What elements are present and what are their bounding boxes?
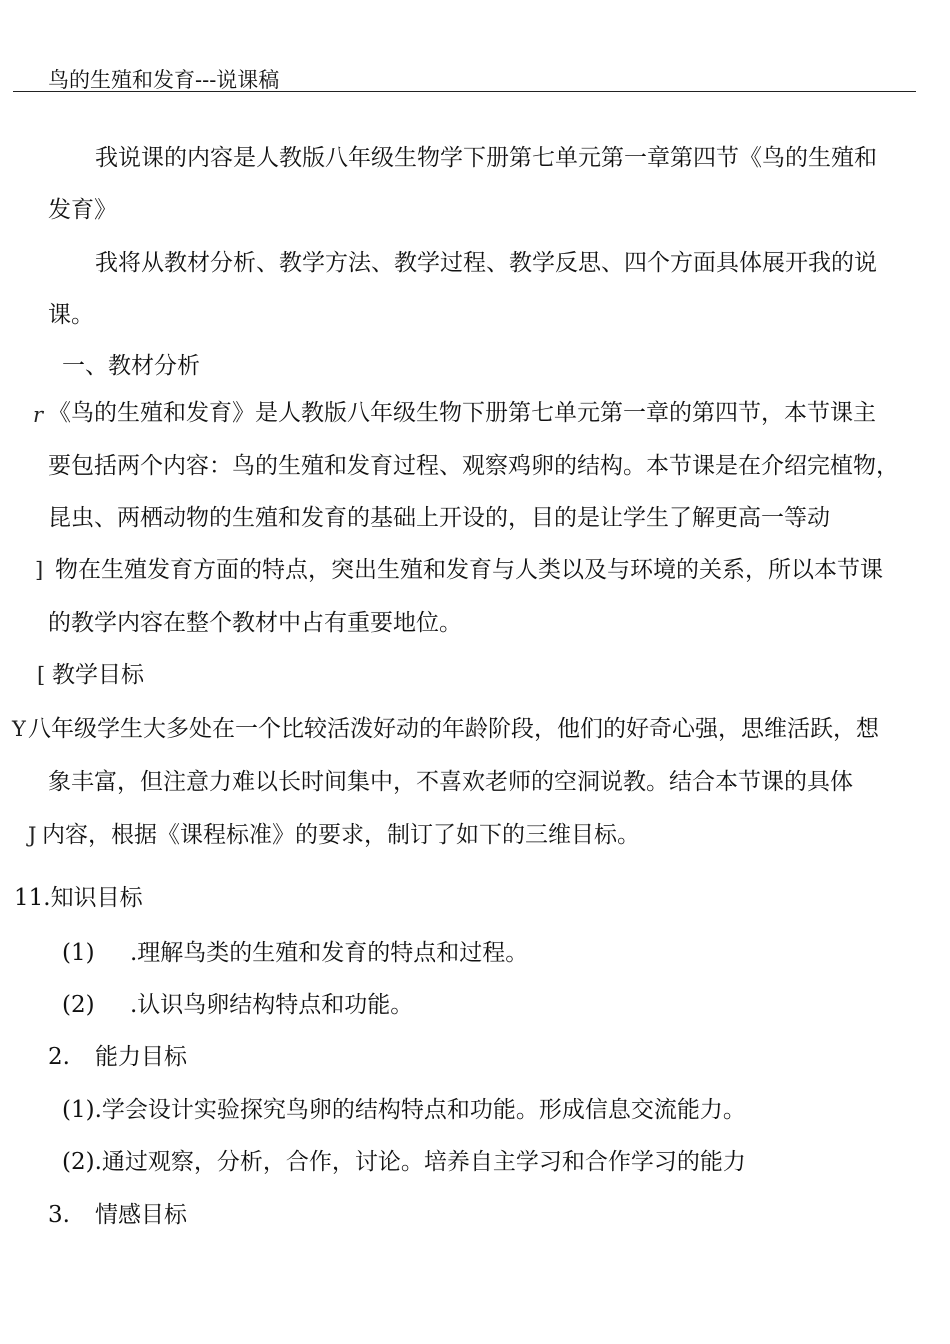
- header-divider: [13, 91, 916, 92]
- section-heading-teaching-goals: 教学目标: [52, 662, 144, 688]
- ability-goals-number: 2.: [48, 1044, 70, 1070]
- ability-item-1: (1).学会设计实验探究鸟卵的结构特点和功能。形成信息交流能力。: [62, 1097, 746, 1123]
- ability-item-2: (2).通过观察，分析，合作，讨论。培养自主学习和合作学习的能力: [62, 1149, 746, 1175]
- knowledge-item-2-text: .认识鸟卵结构特点和功能。: [130, 992, 414, 1018]
- knowledge-goals-heading: 11.知识目标: [14, 885, 143, 911]
- emotion-goals-heading: 情感目标: [95, 1202, 187, 1228]
- analysis-paragraph-line-4: 物在生殖发育方面的特点，突出生殖和发育与人类以及与环境的关系，所以本节课: [55, 557, 883, 583]
- knowledge-item-2-number: (2): [62, 992, 95, 1018]
- section-heading-material-analysis: 一、教材分析: [62, 353, 200, 379]
- intro-paragraph-line-2: 发育》: [48, 197, 117, 223]
- stray-mark-open-bracket: [: [37, 663, 46, 687]
- analysis-paragraph-line-3: 昆虫、两栖动物的生殖和发育的基础上开设的，目的是让学生了解更高一等动: [48, 505, 830, 531]
- stray-mark-j: J: [28, 823, 37, 847]
- analysis-paragraph-line-1: 《鸟的生殖和发育》是人教版八年级生物下册第七单元第一章的第四节，本节课主: [48, 400, 876, 426]
- document-title: 鸟的生殖和发育---说课稿: [48, 68, 280, 92]
- stray-mark-bracket: ]: [35, 558, 44, 582]
- knowledge-item-1-number: (1): [62, 940, 95, 966]
- goals-paragraph-line-1: 八年级学生大多处在一个比较活泼好动的年龄阶段，他们的好奇心强，思维活跃，想: [28, 716, 879, 742]
- analysis-paragraph-line-2: 要包括两个内容：鸟的生殖和发育过程、观察鸡卵的结构。本节课是在介绍完植物，: [48, 453, 899, 479]
- goals-paragraph-line-2: 象丰富，但注意力难以长时间集中，不喜欢老师的空洞说教。结合本节课的具体: [48, 769, 853, 795]
- intro-paragraph-line-1: 我说课的内容是人教版八年级生物学下册第七单元第一章第四节《鸟的生殖和: [95, 145, 877, 171]
- outline-paragraph-line-1: 我将从教材分析、教学方法、教学过程、教学反思、四个方面具体展开我的说: [95, 250, 877, 276]
- outline-paragraph-line-2: 课。: [48, 302, 94, 328]
- analysis-paragraph-line-5: 的教学内容在整个教材中占有重要地位。: [48, 610, 462, 636]
- stray-mark-y: Y: [12, 717, 26, 741]
- emotion-goals-number: 3.: [48, 1202, 70, 1228]
- knowledge-item-1-text: .理解鸟类的生殖和发育的特点和过程。: [130, 940, 529, 966]
- ability-goals-heading: 能力目标: [95, 1044, 187, 1070]
- stray-mark-r: r: [33, 403, 44, 427]
- goals-paragraph-line-3: 内容，根据《课程标准》的要求，制订了如下的三维目标。: [42, 822, 640, 848]
